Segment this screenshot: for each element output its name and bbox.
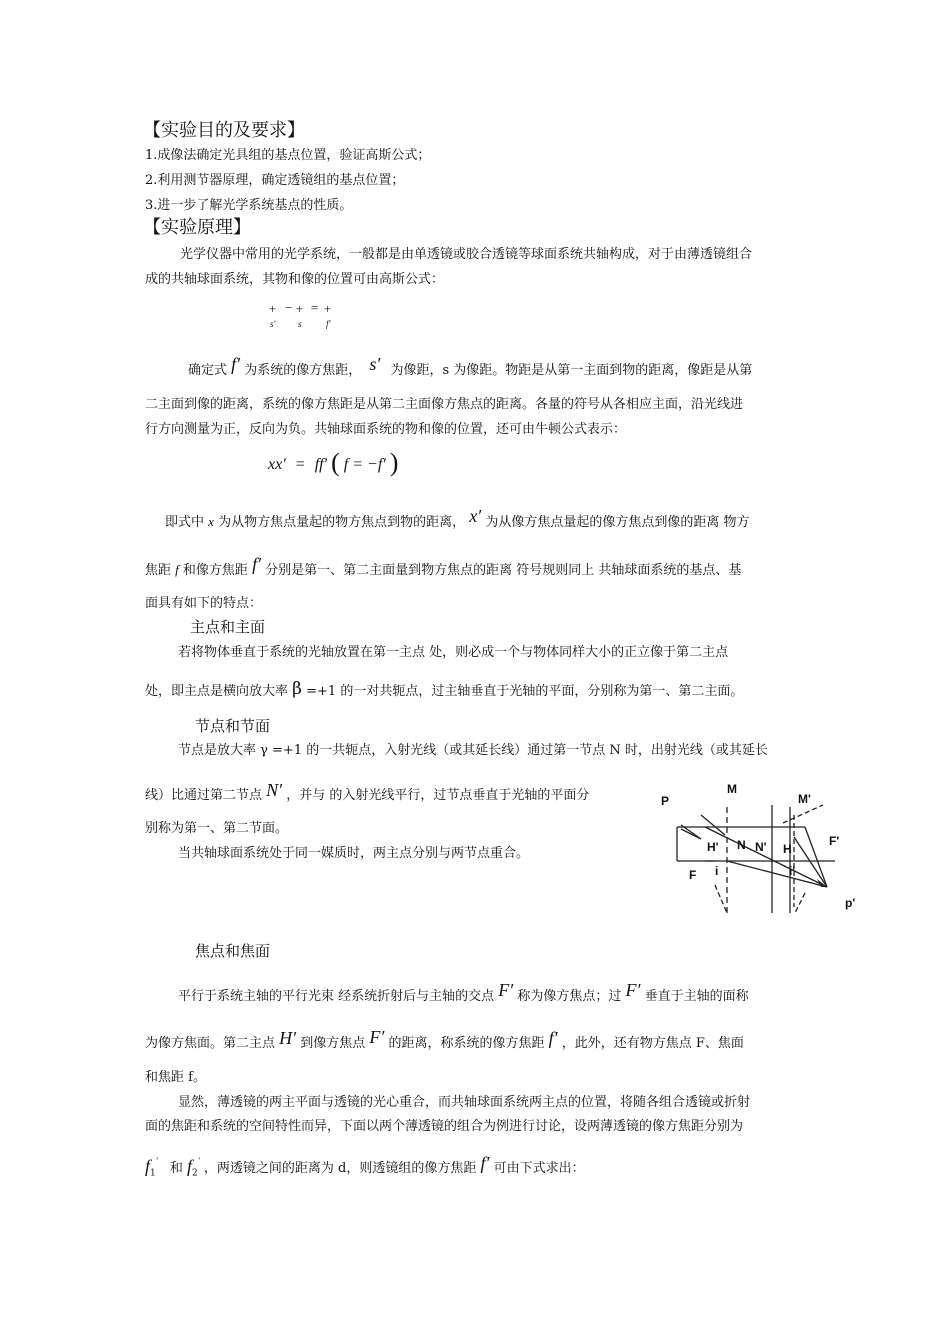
nodal-n-prime: N′ bbox=[266, 780, 283, 800]
principal-heading: 主点和主面 bbox=[190, 618, 266, 636]
nodal-text-a: 线）比通过第二节点 bbox=[145, 788, 263, 803]
newton-equals: = bbox=[295, 456, 305, 473]
nodal-text-b: ，并与 的入射光线平行，过节点垂直于光轴的平面分 bbox=[286, 788, 590, 803]
para3-line3: 面具有如下的特点： bbox=[145, 596, 263, 611]
para4-f2-prime: ′ bbox=[197, 1156, 200, 1166]
focal-line1 bbox=[178, 980, 749, 1006]
diagram-label-H-prime: H' bbox=[707, 840, 719, 854]
para2-f-prime: f′ bbox=[231, 354, 241, 374]
para4-line3 bbox=[145, 1153, 585, 1183]
focal-line3: 和焦距 f。 bbox=[145, 1070, 206, 1085]
para2-text-a: 确定式 bbox=[188, 363, 228, 378]
focal-heading: 焦点和焦面 bbox=[195, 942, 271, 960]
gauss-f-prime: f′ bbox=[326, 319, 331, 329]
focal-line2 bbox=[145, 1027, 744, 1053]
nodal-heading: 节点和节面 bbox=[195, 717, 271, 735]
para4-line2: 面的焦距和系统的空间特性而异，下面以两个薄透镜的组合为例进行讨论，设两薄透镜的像方焦距分别为 bbox=[145, 1119, 744, 1134]
diagram-label-i: i bbox=[715, 864, 719, 878]
para2-s-prime: s′ bbox=[369, 354, 381, 374]
para3-x-prime: x′ bbox=[469, 506, 482, 526]
focal-text-a: 平行于系统主轴的平行光束 经系统折射后与主轴的交点 bbox=[178, 989, 495, 1004]
nodal-line1: 节点是放大率 γ =+1 的一共轭点，入射光线（或其延长线）通过第一节点 N 时，出射光线（或其延长 bbox=[178, 743, 768, 758]
focal-F-prime-2: F′ bbox=[625, 980, 641, 1000]
para2-text-c: 为像距，s 为像距。物距是从第一主面到物的距离，像距是从第 bbox=[390, 363, 753, 378]
purpose-item-3: 3.进一步了解光学系统基点的性质。 bbox=[145, 198, 353, 213]
para4-sub2: 2 bbox=[192, 1168, 198, 1179]
diagram-label-N-prime: N' bbox=[755, 840, 767, 854]
para2-line1 bbox=[188, 354, 753, 380]
nodal-line3: 别称为第一、第二节面。 bbox=[145, 821, 289, 836]
focal-text-2a: 为像方焦面。第二主点 bbox=[145, 1036, 276, 1051]
para3-text-c: 为从像方焦点量起的像方焦点到像的距离 物方 bbox=[485, 515, 750, 530]
principal-line2 bbox=[145, 681, 743, 701]
principal-beta: β bbox=[292, 679, 302, 699]
diagram-label-N: N bbox=[737, 838, 746, 852]
para3-line1 bbox=[165, 506, 750, 532]
focal-f-prime: f′ bbox=[548, 1028, 558, 1048]
diagram-label-M: M bbox=[727, 782, 737, 796]
newton-inner: f = −f′ bbox=[343, 456, 386, 473]
diagram-label-F: F bbox=[689, 868, 697, 882]
nodal-line4: 当共轴球面系统处于同一媒质时，两主点分别与两节点重合。 bbox=[178, 846, 530, 861]
diagram-label-F-prime: F' bbox=[829, 834, 840, 848]
gauss-plus-1: + bbox=[268, 301, 277, 316]
principle-heading: 【实验原理】 bbox=[143, 217, 251, 238]
diagram-label-H: H bbox=[783, 842, 792, 856]
focal-text-2b: 到像方焦点 bbox=[300, 1036, 366, 1051]
para4-f2: f bbox=[187, 1156, 193, 1176]
focal-text-b: 称为像方焦点；过 bbox=[517, 989, 622, 1004]
para4-text-b: ，两透镜之间的距离为 d，则透镜组的像方焦距 bbox=[203, 1161, 477, 1176]
para1-line2: 成的共轴球面系统，其物和像的位置可由高斯公式： bbox=[145, 272, 445, 287]
gauss-plus-2: + bbox=[295, 301, 304, 316]
para3-x: x bbox=[208, 514, 214, 529]
purpose-item-2: 2.利用测节器原理，确定透镜组的基点位置； bbox=[145, 173, 405, 188]
focal-text-c: 垂直于主轴的面称 bbox=[644, 989, 749, 1004]
para3-text-a: 即式中 bbox=[165, 515, 205, 530]
newton-rhs: ff′ bbox=[314, 456, 328, 473]
diagram-label-i-prime: i' bbox=[789, 864, 796, 878]
focal-F-prime-1: F′ bbox=[498, 980, 514, 1000]
gauss-s-prime: s′ bbox=[270, 319, 276, 329]
para2-line2: 二主面到像的距离，系统的像方焦距是从第二主面像方焦点的距离。各量的符号从各相应主面，沿光线进 bbox=[145, 397, 744, 412]
purpose-heading: 【实验目的及要求】 bbox=[143, 120, 305, 141]
principal-text-b: =+1 的一对共轭点，过主轴垂直于光轴的平面，分别称为第一、第二主面。 bbox=[306, 684, 744, 699]
diagram-label-M-prime: M' bbox=[798, 792, 811, 806]
diagram-label-P: P bbox=[661, 794, 670, 808]
newton-formula bbox=[268, 446, 398, 476]
nodal-diagram bbox=[655, 775, 870, 920]
para3-text-e: 和像方焦距 bbox=[182, 563, 248, 578]
focal-text-2d: ，此外，还有物方焦点 F、焦面 bbox=[561, 1036, 744, 1051]
para4-sub1: 1 bbox=[150, 1168, 156, 1179]
para1-line1: 光学仪器中常用的光学系统，一般都是由单透镜或胶合透镜等球面系统共轴构成，对于由薄透镜组合 bbox=[180, 247, 753, 262]
para4-f1: f bbox=[145, 1156, 151, 1176]
gauss-s: s bbox=[298, 319, 302, 329]
para4-and: 和 bbox=[169, 1161, 183, 1176]
principal-line1: 若将物体垂直于系统的光轴放置在第一主点 处，则必成一个与物体同样大小的正立像于第二主点 bbox=[178, 645, 729, 660]
gauss-plus-3: + bbox=[323, 301, 332, 316]
newton-lhs: xx′ bbox=[268, 456, 286, 473]
para4-f1-prime: ′ bbox=[155, 1156, 158, 1166]
newton-left-paren: ( bbox=[331, 448, 340, 477]
purpose-item-1: 1.成像法确定光具组的基点位置，验证高斯公式； bbox=[145, 148, 431, 163]
para3-f-prime: f′ bbox=[252, 554, 262, 574]
gauss-equals: = bbox=[310, 300, 319, 315]
para4-line1: 显然，薄透镜的两主平面与透镜的光心重合，而共轴球面系统两主点的位置，将随各组合透镜或折射 bbox=[178, 1095, 751, 1110]
nodal-line2 bbox=[145, 780, 590, 805]
focal-H-prime: H′ bbox=[279, 1028, 297, 1048]
focal-F-prime-3: F′ bbox=[369, 1027, 385, 1047]
para3-text-g: 分别是第一、第二主面量到物方焦点的距离 符号规则同上 共轴球面系统的基点、基 bbox=[265, 563, 742, 578]
para4-text-c: 可由下式求出： bbox=[493, 1161, 585, 1176]
gauss-minus: − bbox=[284, 300, 293, 315]
diagram-label-p-prime: p' bbox=[845, 896, 856, 910]
para4-f-prime: f′ bbox=[480, 1153, 490, 1173]
focal-text-2c: 的距离，称系统的像方焦距 bbox=[388, 1036, 545, 1051]
newton-right-paren: ) bbox=[389, 448, 399, 477]
para2-text-b: 为系统的像方焦距， bbox=[244, 363, 362, 378]
para3-line2 bbox=[145, 554, 742, 580]
para2-line3: 行方向测量为正，反向为负。共轴球面系统的物和像的位置，还可由牛顿公式表示： bbox=[145, 422, 627, 437]
para3-f: f bbox=[175, 562, 179, 577]
para3-text-d: 焦距 bbox=[145, 563, 172, 578]
principal-text-a: 处，即主点是横向放大率 bbox=[145, 684, 289, 699]
para3-text-b: 为从物方焦点量起的物方焦点到物的距离， bbox=[218, 515, 466, 530]
